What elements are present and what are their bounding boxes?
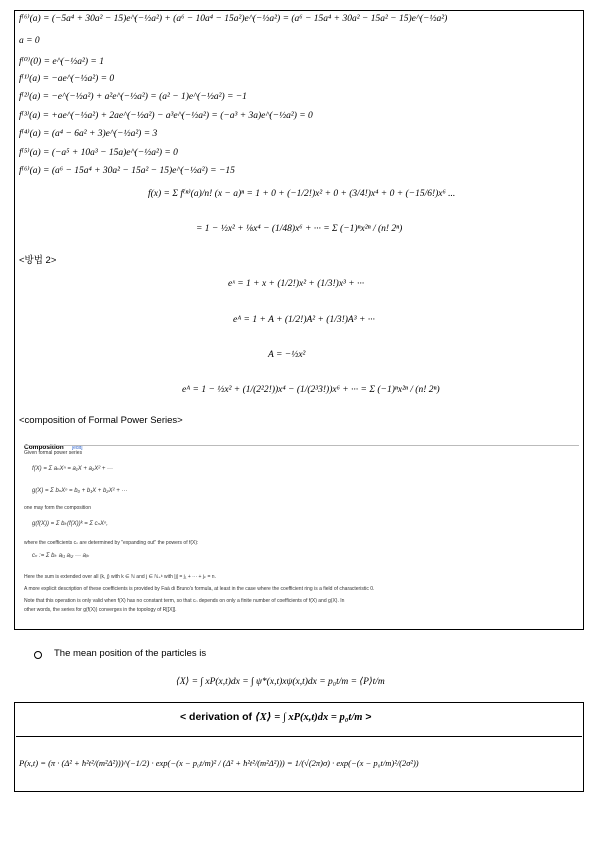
wiki-edit-link[interactable]: [edit] — [71, 445, 83, 451]
method-2-heading: <방법 2> — [19, 255, 57, 266]
wiki-cn-formula: cₙ := Σ bₖ aⱼ₁ aⱼ₂ ··· aⱼₖ — [32, 553, 90, 559]
wiki-note-1: Note that this operation is only valid when f(X) has no constant term, so that cₙ depends on only a finite number of coefficients of f(X) and g(X). In — [24, 598, 345, 604]
mean-position-equation: ⟨X⟩ = ∫ xP(x,t)dx = ∫ ψ*(x,t)xψ(x,t)dx = p₀t/m = ⟨P⟩t/m — [176, 677, 385, 687]
wiki-where: where the coefficients cₙ are determined by "expanding out" the powers of f(X): — [24, 540, 199, 546]
wiki-g-series: g(X) = Σ bₙXⁿ = b₀ + b₁X + b₂X² + ··· — [32, 488, 128, 494]
wiki-composition-formula: g(f(X)) = Σ bₖ(f(X))ᵏ = Σ cₙXⁿ, — [32, 521, 108, 527]
taylor-series-1: f(x) = Σ f⁽ⁿ⁾(a)/n! (x − a)ⁿ = 1 + 0 + (−1/2!)x² + 0 + (3/4!)x⁴ + 0 + (−15/6!)x⁶ ... — [148, 189, 456, 199]
deriv-line-3: f⁽¹⁾(a) = −ae^(−½a²) = 0 — [19, 74, 115, 84]
derivation-title-suffix: > — [362, 711, 372, 723]
derivation-title-prefix: < derivation of — [180, 711, 255, 723]
wiki-note-2: other words, the series for g(f(X)) converges in the topology of R[[X]]. — [24, 607, 177, 613]
exp-series-result: eᴬ = 1 − ½x² + (1/(2²2!))x⁴ − (1/(2³3!))x⁶ + ··· = Σ (−1)ⁿx²ⁿ / (n! 2ⁿ) — [182, 385, 440, 395]
taylor-series-2: = 1 − ½x² + ⅛x⁴ − (1/48)x⁶ + ··· = Σ (−1)ⁿx²ⁿ / (n! 2ⁿ) — [196, 224, 403, 234]
wiki-here: Here the sum is extended over all (k, j) with k ∈ ℕ and j ∈ ℕ₊ᵏ with |j| = j₁ + ··· + jₖ = n. — [24, 574, 216, 580]
deriv-line-4: f⁽²⁾(a) = −e^(−½a²) + a²e^(−½a²) = (a² − 1)e^(−½a²) = −1 — [19, 92, 247, 102]
deriv-line-7: f⁽⁵⁾(a) = (−a⁵ + 10a³ − 15a)e^(−½a²) = 0 — [19, 148, 178, 158]
composition-heading: <composition of Formal Power Series> — [19, 415, 183, 426]
deriv-line-2: f⁽⁰⁾(0) = e^(−½a²) = 1 — [19, 57, 104, 67]
A-definition: A = −½x² — [268, 350, 306, 360]
wiki-more: A more explicit description of these coefficients is provided by Faà di Bruno's formula, at least in the case where the coefficient ring is a field of characteristic 0. — [24, 586, 375, 592]
wiki-divider — [24, 445, 579, 446]
deriv-line-1: a = 0 — [19, 36, 40, 46]
deriv-line-6: f⁽⁴⁾(a) = (a⁴ − 6a² + 3)e^(−½a²) = 3 — [19, 129, 158, 139]
exp-series-x: eˣ = 1 + x + (1/2!)x² + (1/3!)x³ + ··· — [228, 279, 365, 289]
wiki-given: Given formal power series — [24, 450, 83, 456]
wiki-f-series: f(X) = Σ aₙXⁿ = a₁X + a₂X² + ··· — [32, 466, 114, 472]
wiki-title: Composition — [24, 444, 64, 451]
P-distribution-equation: P(x,t) = (π · (Δ² + ħ²t²/(m²Δ²)))^(−1/2) · exp(−(x − p₀t/m)² / (Δ² + ħ²t²/(m²Δ²))) = 1/(√(2π)σ) · exp(−(x − p₀t/m)²/(2σ²)) — [19, 758, 419, 768]
derivation-title-math: ⟨X⟩ = ∫ xP(x,t)dx = p₀t/m — [254, 712, 363, 723]
bullet-circle-icon — [34, 651, 42, 659]
wiki-one-may: one may form the composition — [24, 505, 91, 511]
deriv-line-0: f⁽⁶⁾(a) = (−5a⁴ + 30a² − 15)e^(−½a²) + (a⁶ − 10a⁴ − 15a²)e^(−½a²) = (a⁶ − 15a⁴ + 30a² − 15a² − 15)e^(−½a²) — [19, 14, 448, 24]
deriv-line-8: f⁽⁶⁾(a) = (a⁶ − 15a⁴ + 30a² − 15a² − 15)e^(−½a²) = −15 — [19, 166, 235, 176]
exp-series-A: eᴬ = 1 + A + (1/2!)A² + (1/3!)A³ + ··· — [233, 315, 375, 325]
mean-position-label: The mean position of the particles is — [54, 648, 207, 659]
derivation-title — [180, 711, 371, 723]
deriv-line-5: f⁽³⁾(a) = +ae^(−½a²) + 2ae^(−½a²) − a³e^(−½a²) = (−a³ + 3a)e^(−½a²) = 0 — [19, 111, 313, 121]
